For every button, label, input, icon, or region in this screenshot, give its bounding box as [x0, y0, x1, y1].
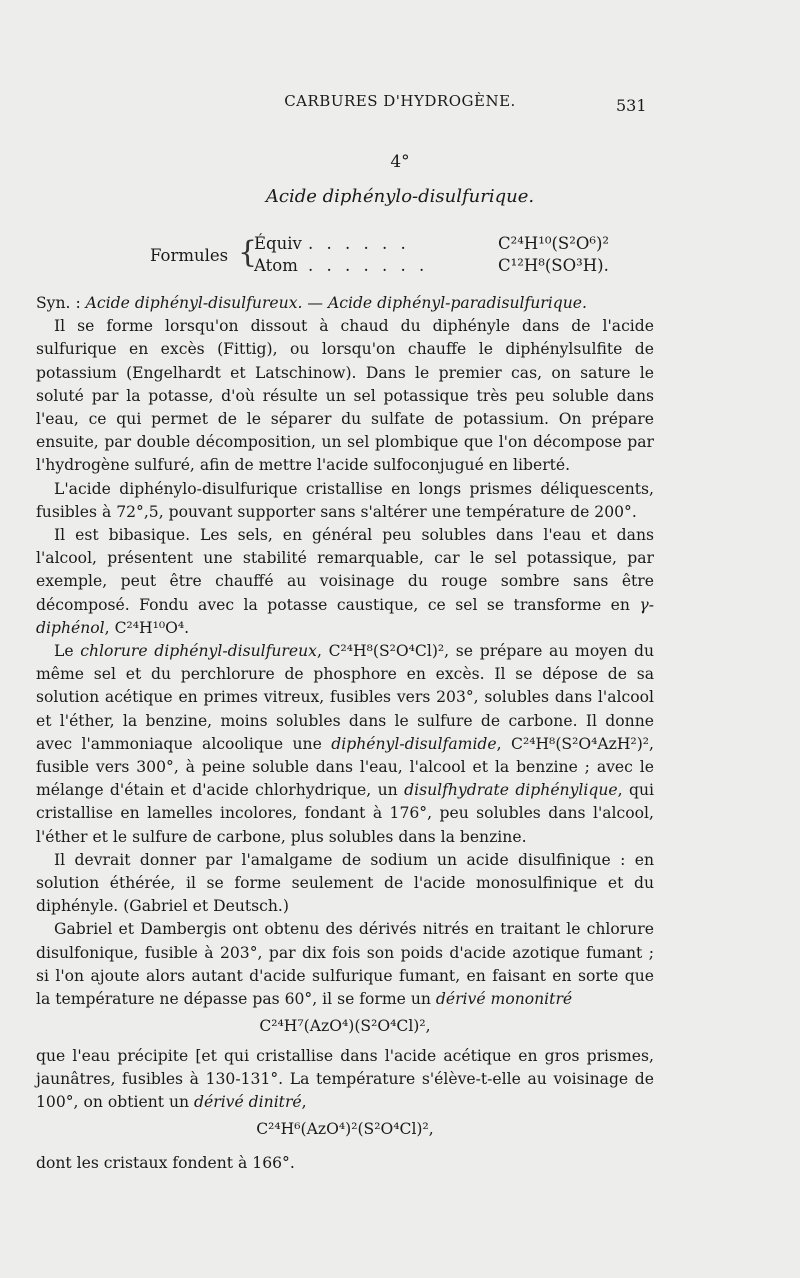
p7-text-a: que l'eau précipite [et qui cristallise dans l'acide acétique en gros prismes, jaunâtres, fusibles à 130-131°. La température s'élève-t-elle au voisinage de 100°, on obtient un [36, 1046, 654, 1111]
atom-leader-dots: . . . . . . . [308, 256, 429, 275]
paragraph-chloride [36, 640, 654, 849]
p7-text-b: , [301, 1092, 307, 1111]
body-text [36, 292, 654, 1147]
paragraph-salts [36, 524, 654, 640]
p4-term-2: diphényl-disulfamide [331, 734, 497, 753]
syn-label: Syn. : [36, 294, 86, 312]
running-head: CARBURES D'HYDROGÈNE. [284, 92, 516, 110]
paragraph-amalgam: Il devrait donner par l'amalgame de sodium un acide disulfinique : en solution éthérée, il se forme seulement de l'acide monosulfinique et du diphényle. (Gabriel et Deutsch.) [36, 850, 654, 916]
atom-formula: C¹²H⁸(SO³H). [498, 256, 609, 275]
final-line: dont les cristaux fondent à 166°. [36, 1154, 295, 1172]
formulas-label: Formules [150, 246, 229, 265]
syn-separator: — [302, 294, 328, 312]
p4-text-d: , qui cristallise en lamelles incolores, fondant à 176°, peu solubles dans l'alcool, l'éther et le sulfure de carbone, plus solubles dans la benzine. [36, 781, 654, 846]
p4-term-3: disulfhydrate diphénylique [404, 781, 618, 800]
synonyms-paragraph [36, 292, 654, 315]
p7-term: dérivé dinitré [194, 1092, 302, 1111]
paragraph-preparation: Il se forme lorsqu'on dissout à chaud du diphényle dans de l'acide sulfurique en excès (Fittig), ou lorsqu'on chauffe le diphénylsulfite de potassium (Engelhardt et Latschinow). Dans le premier cas, on sature le soluté par la potasse, d'où résulte un sel potassique très peu soluble dans l'eau, ce qui permet de le séparer du sulfate de potassium. On prépare ensuite, par double décomposition, un sel plombique que l'on décompose par l'hydrogène sulfuré, afin de mettre l'acide sulfoconjugué en liberté. [36, 317, 654, 475]
paragraph-precipitate [36, 1045, 654, 1115]
syn-name-1: Acide diphényl-disulfureux. [85, 294, 303, 312]
p4-text-c: , C²⁴H⁸(S²O⁴AzH²)², fusible vers 300°, à peine soluble dans l'eau, l'alcool et la benzine ; avec le mélange d'étain et d'acide chlorhydrique, un [36, 734, 654, 800]
paragraph-nitro [36, 918, 654, 1011]
section-number: 4° [390, 152, 410, 172]
paragraph-crystallization: L'acide diphénylo-disulfurique cristallise en longs prismes déliquescents, fusibles à 72°,5, pouvant supporter sans s'altérer une température de 200°. [36, 479, 654, 521]
section-title: Acide diphénylo-disulfurique. [265, 186, 535, 207]
p6-term: dérivé mononitré [435, 990, 573, 1009]
equiv-formula: C²⁴H¹⁰(S²O⁶)² [498, 234, 610, 253]
formulas-block [150, 232, 630, 280]
formula-dinitro: C²⁴H⁶(AzO⁴)²(S²O⁴Cl)², [256, 1120, 434, 1139]
brace-icon: { [238, 235, 258, 270]
p3-text-a: Il est bibasique. Les sels, en général peu solubles dans l'eau et dans l'alcool, présentent une stabilité remarquable, car le sel potassique, par exemple, peut être chauffé au voisinage du rouge sombre sans être décomposé. Fondu avec la potasse caustique, ce sel se transforme en [36, 526, 654, 614]
syn-name-2: Acide diphényl-paradisulfurique. [327, 294, 587, 312]
p4-text-b: , C²⁴H⁸(S²O⁴Cl)², se prépare au moyen du même sel et du perchlorure de phosphore en excès. Il se dépose de sa solution acétique en primes vitreux, fusibles vers 203°, solubles dans l'alcool et l'éther, la benzine, moins solubles dans le sulfure de carbone. Il donne avec l'ammoniaque alcoolique une [36, 642, 654, 753]
p3-text-b: , C²⁴H¹⁰O⁴. [104, 618, 190, 637]
formula-mononitro: C²⁴H⁷(AzO⁴)(S²O⁴Cl)², [259, 1017, 431, 1036]
p4-text-a: Le [54, 642, 81, 661]
p4-term-1: chlorure diphényl-disulfureux [80, 642, 317, 661]
p3-term: γ-diphénol [36, 595, 654, 637]
equiv-leader-dots: . . . . . . [308, 234, 410, 253]
equiv-label: Équiv [254, 234, 302, 253]
page-number: 531 [616, 96, 647, 115]
atom-label: Atom [254, 256, 298, 275]
p6-text-a: Gabriel et Dambergis ont obtenu des dérivés nitrés en traitant le chlorure disulfonique, fusible à 203°, par dix fois son poids d'acide azotique fumant ; si l'on ajoute alors autant d'acide sulfurique fumant, en faisant en sorte que la température ne dépasse pas 60°, il se forme un [36, 920, 654, 1009]
